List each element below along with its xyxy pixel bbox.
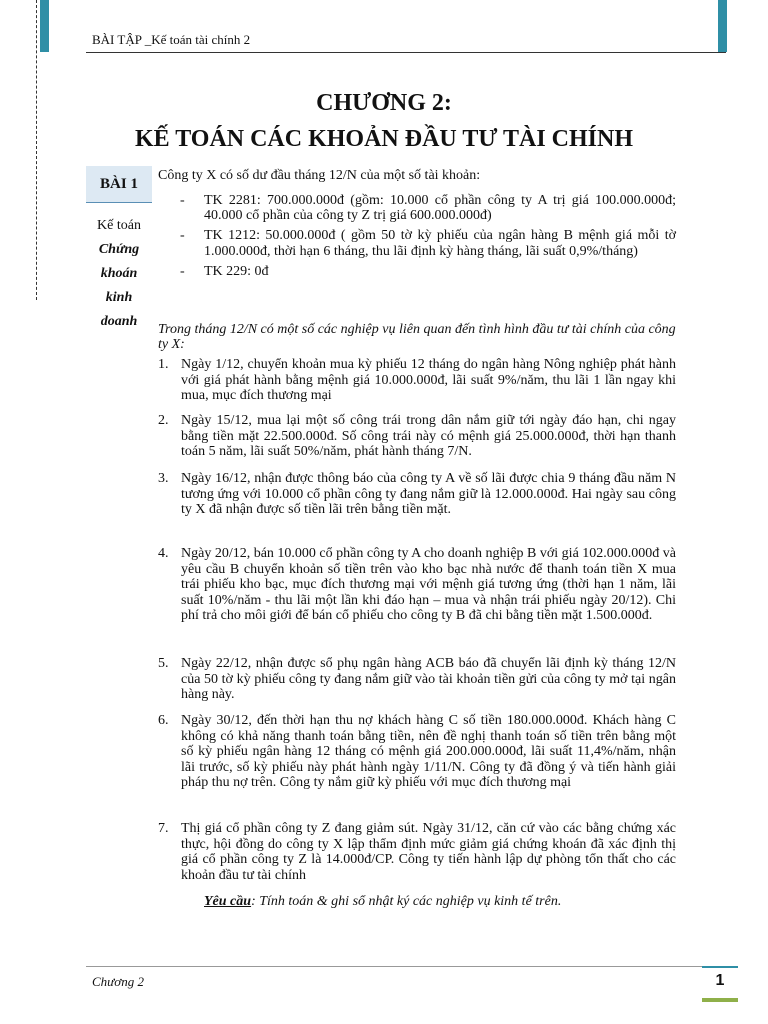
transactions-intro: Trong tháng 12/N có một số các nghiệp vụ liên quan đến tình hình đầu tư tài chính của công ty X:: [158, 322, 676, 353]
sidebar-line-5-wrap: [86, 314, 152, 330]
transaction-item: [158, 713, 676, 791]
transaction-text: Ngày 15/12, mua lại một số công trái trong dân nắm giữ tới ngày đáo hạn, chi ngay bằng tiền mặt 22.500.000đ. Số công trái này có mệnh giá 25.000.000đ, thời hạn thanh toán 5 năm, lãi suất 50%/năm, phát hành tháng 7/N.: [181, 413, 676, 459]
transaction-text: Ngày 16/12, nhận được thông báo của công ty A về số lãi được chia 9 tháng đầu năm N tương ứng với 10.000 cổ phần công ty đang nắm giữ là 12.000.000đ. Hai ngày sau công ty X đã nhận được số tiền lãi trên bằng tiền mặt.: [181, 471, 676, 517]
transaction-number: 6.: [158, 713, 169, 728]
sidebar-line-4: kinh: [105, 290, 133, 305]
transaction-number: 1.: [158, 357, 169, 372]
transaction-item: [158, 471, 676, 518]
transaction-item: [158, 821, 676, 883]
running-header: BÀI TẬP _Kế toán tài chính 2: [92, 32, 251, 47]
page-number: 1: [702, 966, 738, 1002]
exercise-label: BÀI 1: [86, 166, 152, 203]
sidebar-line-4-wrap: [86, 290, 152, 306]
header-accent-bar-left: [40, 0, 49, 52]
sidebar-line-2-wrap: [86, 242, 152, 258]
transaction-item: [158, 546, 676, 624]
chapter-number: CHƯƠNG 2:: [316, 90, 452, 116]
transaction-text: Thị giá cổ phần công ty Z đang giảm sút. Ngày 31/12, căn cứ vào các bằng chứng xác thực, hội đồng do công ty X lập thẩm định mức giảm giá chứng khoán đã xác định thị giá cổ phần công ty Z là 14.000đ/CP. Công ty tiến hành lập dự phòng tổn thất cho các khoản đầu tư tài chính: [181, 821, 676, 883]
sidebar-line-5: doanh: [100, 314, 138, 329]
chapter-title: KẾ TOÁN CÁC KHOẢN ĐẦU TƯ TÀI CHÍNH: [134, 126, 634, 152]
transaction-text: Ngày 1/12, chuyển khoản mua kỳ phiếu 12 tháng do ngân hàng Nông nghiệp phát hành với giá phát hành bằng mệnh giá 10.000.000đ, lãi suất 9%/năm, thu lãi 1 lần ngay khi mua, mục đích thương mại: [181, 357, 676, 403]
sidebar-line-1: Kế toán: [97, 218, 141, 233]
sidebar-line-2: Chứng: [98, 242, 140, 257]
requirement: [204, 894, 561, 910]
requirement-label: Yêu cầu: [204, 894, 252, 909]
transaction-text: Ngày 22/12, nhận được sổ phụ ngân hàng ACB báo đã chuyển lãi định kỳ tháng 12/N của 50 tờ kỳ phiếu công ty đang nắm giữ vào tài khoản tiền gửi của công ty mở tại ngân hàng này.: [181, 656, 676, 702]
footer-chapter: Chương 2: [92, 974, 144, 989]
transaction-number: 4.: [158, 546, 169, 561]
transaction-number: 2.: [158, 413, 169, 428]
transaction-number: 5.: [158, 656, 169, 671]
transaction-item: [158, 656, 676, 703]
transaction-item: [158, 357, 676, 404]
sidebar-line-3-wrap: [86, 266, 152, 282]
header-accent-bar-right: [718, 0, 727, 52]
transaction-text: Ngày 30/12, đến thời hạn thu nợ khách hàng C số tiền 180.000.000đ. Khách hàng C không có khả năng thanh toán bằng tiền, nên đề nghị thanh toán số tiền trên bằng một số kỳ phiếu ngân hàng 12 tháng có mệnh giá 200.000.000đ, lãi suất 11,4%/năm, nhận lãi trước, số kỳ phiếu này phát hành ngày 1/11/N. Công ty đã đồng ý và tiến hành giải pháp thu nợ trên. Công ty nắm giữ kỳ phiếu với mục đích thương mại: [181, 713, 676, 790]
account-item: - TK 229: 0đ: [180, 264, 676, 279]
footer-rule: [86, 966, 710, 967]
transaction-number: 7.: [158, 821, 169, 836]
account-item: - TK 2281: 700.000.000đ (gồm: 10.000 cổ phần công ty A trị giá 100.000.000đ; 40.000 cổ phần của công ty Z trị giá 600.000.000đ): [180, 193, 676, 223]
sidebar-line-3: khoán: [100, 266, 138, 281]
transaction-number: 3.: [158, 471, 169, 486]
requirement-text: : Tính toán & ghi sổ nhật ký các nghiệp vụ kinh tế trên.: [251, 894, 562, 909]
transaction-text: Ngày 20/12, bán 10.000 cổ phần công ty A cho doanh nghiệp B với giá 102.000.000đ và yêu cầu B chuyển khoản số tiền trên vào kho bạc nhà nước để thanh toán tiền X mua trái phiếu kho bạc, mục đích thương mại với mệnh giá tương ứng (thời hạn 1 năm, lãi suất 10%/năm - thu lãi một lần khi đáo hạn – mua và nhận trái phiếu ngày 20/12). Chi phí trả cho môi giới để bán cổ phiếu cho công ty B đã chi bằng tiền mặt 1.500.000đ.: [181, 546, 677, 623]
intro-paragraph: Công ty X có số dư đầu tháng 12/N của một số tài khoản:: [158, 168, 481, 183]
account-item: - TK 1212: 50.000.000đ ( gồm 50 tờ kỳ phiếu của ngân hàng B mệnh giá mỗi tờ 1.000.000đ, thời hạn 6 tháng, thu lãi định kỳ hàng tháng, lãi suất 0,9%/tháng): [180, 228, 676, 258]
transaction-item: [158, 413, 676, 460]
account-list: [180, 193, 676, 279]
header-rule: [86, 52, 726, 53]
